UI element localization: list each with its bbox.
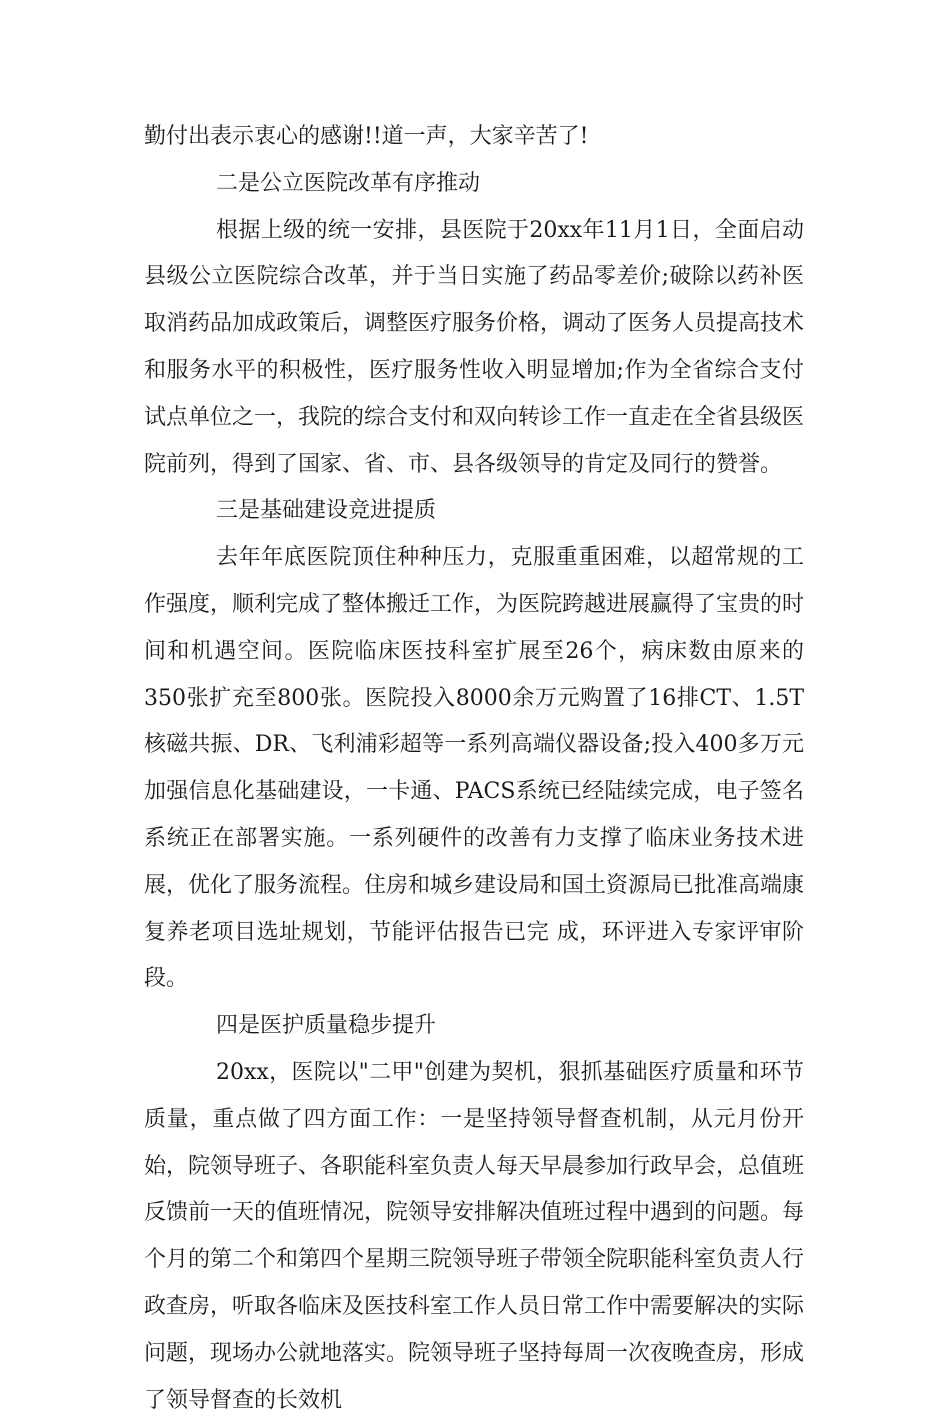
- section-heading-care-quality: 四是医护质量稳步提升: [216, 1013, 437, 1039]
- document-body: [144, 114, 804, 1424]
- section-heading-infrastructure: 三是基础建设竞进提质: [216, 498, 437, 524]
- paragraph-hospital-reform: 根据上级的统一安排，县医院于20xx年11月1日，全面启动县级公立医院综合改革，并于当日实施了药品零差价;破除以药补医取消药品加成政策后，调整医疗服务价格，调动了医务人员提高技术和服务水平的积极性，医疗服务性收入明显增加;作为全省综合支付试点单位之一，我院的综合支付和双向转诊工作一直走在全省县级医院前列，得到了国家、省、市、县各级领导的肯定及同行的赞誉。: [144, 217, 805, 477]
- paragraph-care-quality: 20xx，医院以"二甲"创建为契机，狠抓基础医疗质量和环节质量，重点做了四方面工作：一是坚持领导督查机制，从元月份开始，院领导班子、各职能科室负责人每天早晨参加行政早会，总值班反馈前一天的值班情况，院领导安排解决值班过程中遇到的问题。每个月的第二个和第四个星期三院领导班子带领全院职能科室负责人行政查房，听取各临床及医技科室工作人员日常工作中需要解决的实际问题，现场办公就地落实。院领导班子坚持每周一次夜晚查房，形成了领导督查的长效机: [144, 1059, 805, 1413]
- section-heading-hospital-reform: 二是公立医院改革有序推动: [216, 170, 481, 196]
- paragraph-closing-thanks: 勤付出表示衷心的感谢!!道一声，大家辛苦了!: [144, 124, 589, 149]
- paragraph-infrastructure: 去年年底医院顶住种种压力，克服重重困难，以超常规的工作强度，顺利完成了整体搬迁工作，为医院跨越进展赢得了宝贵的时间和机遇空间。医院临床医技科室扩展至26个，病床数由原来的350张扩充至800张。医院投入8000余万元购置了16排CT、1.5T核磁共振、DR、飞利浦彩超等一系列高端仪器设备;投入400多万元加强信息化基础建设，一卡通、PACS系统已经陆续完成，电子签名系统正在部署实施。一系列硬件的改善有力支撑了临床业务技术进展，优化了服务流程。住房和城乡建设局和国土资源局已批准高端康复养老项目选址规划，节能评估报告已完 成，环评进入专家评审阶段。: [144, 545, 805, 992]
